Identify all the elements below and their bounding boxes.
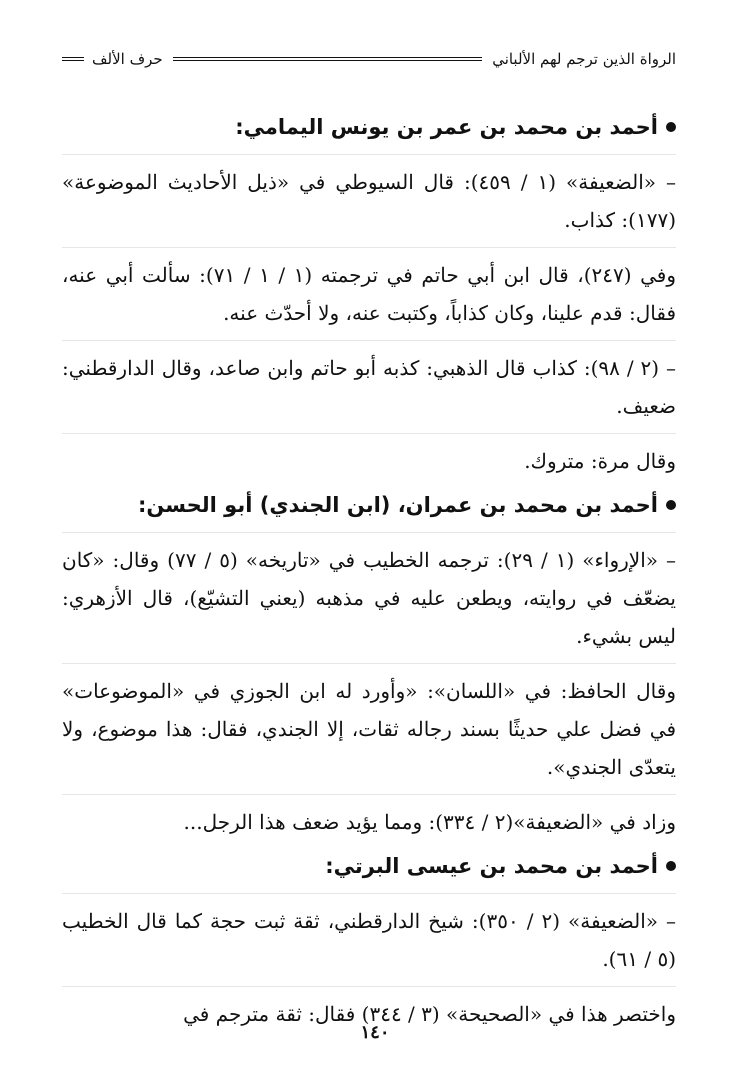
- running-header: [62, 46, 676, 72]
- bullet-icon: [666, 500, 676, 510]
- page-number: ١٤٠: [360, 1022, 390, 1043]
- divider: [62, 794, 676, 795]
- entry-paragraph: وقال الحافظ: في «اللسان»: «وأورد له ابن الجوزي في «الموضوعات» في فضل علي حديثًا بسند رجاله ثقات، إلا الجندي، فقال: هذا موضوع، ولا يتعدّى الجندي».: [62, 679, 676, 779]
- divider: [62, 986, 676, 987]
- entry-paragraph: وفي (٢٤٧)، قال ابن أبي حاتم في ترجمته (١ / ١ / ٧١): سألت أبي عنه، فقال: قدم علينا، وكان كذاباً، وكتبت عنه، ولا أحدّث عنه.: [62, 263, 676, 325]
- divider: [62, 663, 676, 664]
- entry: [62, 486, 676, 841]
- header-dash: [62, 57, 84, 61]
- entry-title: [62, 847, 676, 885]
- entry-paragraph: – «الضعيفة» (١ / ٤٥٩): قال السيوطي في «ذيل الأحاديث الموضوعة» (١٧٧): كذاب.: [62, 170, 677, 232]
- header-rule: [173, 57, 483, 61]
- header-section: حرف الألف: [92, 50, 163, 68]
- bullet-icon: [666, 122, 676, 132]
- divider: [62, 893, 676, 894]
- entry-paragraph: – «الإرواء» (١ / ٢٩): ترجمه الخطيب في «تاريخه» (٥ / ٧٧) وقال: «كان يضعّف في روايته، ويطعن عليه في مذهبه (يعني التشيّع)، قال الأزهري: ليس بشيء.: [62, 548, 677, 648]
- entry-title-text: أحمد بن محمد بن عمران، (ابن الجندي) أبو الحسن:: [137, 493, 658, 517]
- entry-paragraph: وزاد في «الضعيفة»(٢ / ٣٣٤): ومما يؤيد ضعف هذا الرجل...: [183, 810, 676, 834]
- divider: [62, 532, 676, 533]
- divider: [62, 433, 676, 434]
- entry-paragraph: واختصر هذا في «الصحيحة» (٣ / ٣٤٤) فقال: ثقة مترجم في: [183, 1002, 676, 1026]
- entry-paragraph: – (٢ / ٩٨): كذاب قال الذهبي: كذبه أبو حاتم وابن صاعد، وقال الدارقطني: ضعيف.: [62, 356, 676, 418]
- entry-paragraph: وقال مرة: متروك.: [524, 449, 676, 473]
- header-title: الرواة الذين ترجم لهم الألباني: [492, 50, 676, 68]
- entry-title-text: أحمد بن محمد بن عيسى البرتي:: [325, 854, 658, 878]
- divider: [62, 154, 676, 155]
- divider: [62, 247, 676, 248]
- divider: [62, 340, 676, 341]
- entry: [62, 108, 676, 480]
- page-content: [62, 108, 676, 1039]
- entry-title: [62, 108, 676, 146]
- entry-title-text: أحمد بن محمد بن عمر بن يونس اليمامي:: [235, 115, 658, 139]
- entry-paragraph: – «الضعيفة» (٢ / ٣٥٠): شيخ الدارقطني، ثقة ثبت حجة كما قال الخطيب (٥ / ٦١).: [62, 909, 677, 971]
- entry-title: [62, 486, 676, 524]
- bullet-icon: [666, 861, 676, 871]
- entry: [62, 847, 676, 1033]
